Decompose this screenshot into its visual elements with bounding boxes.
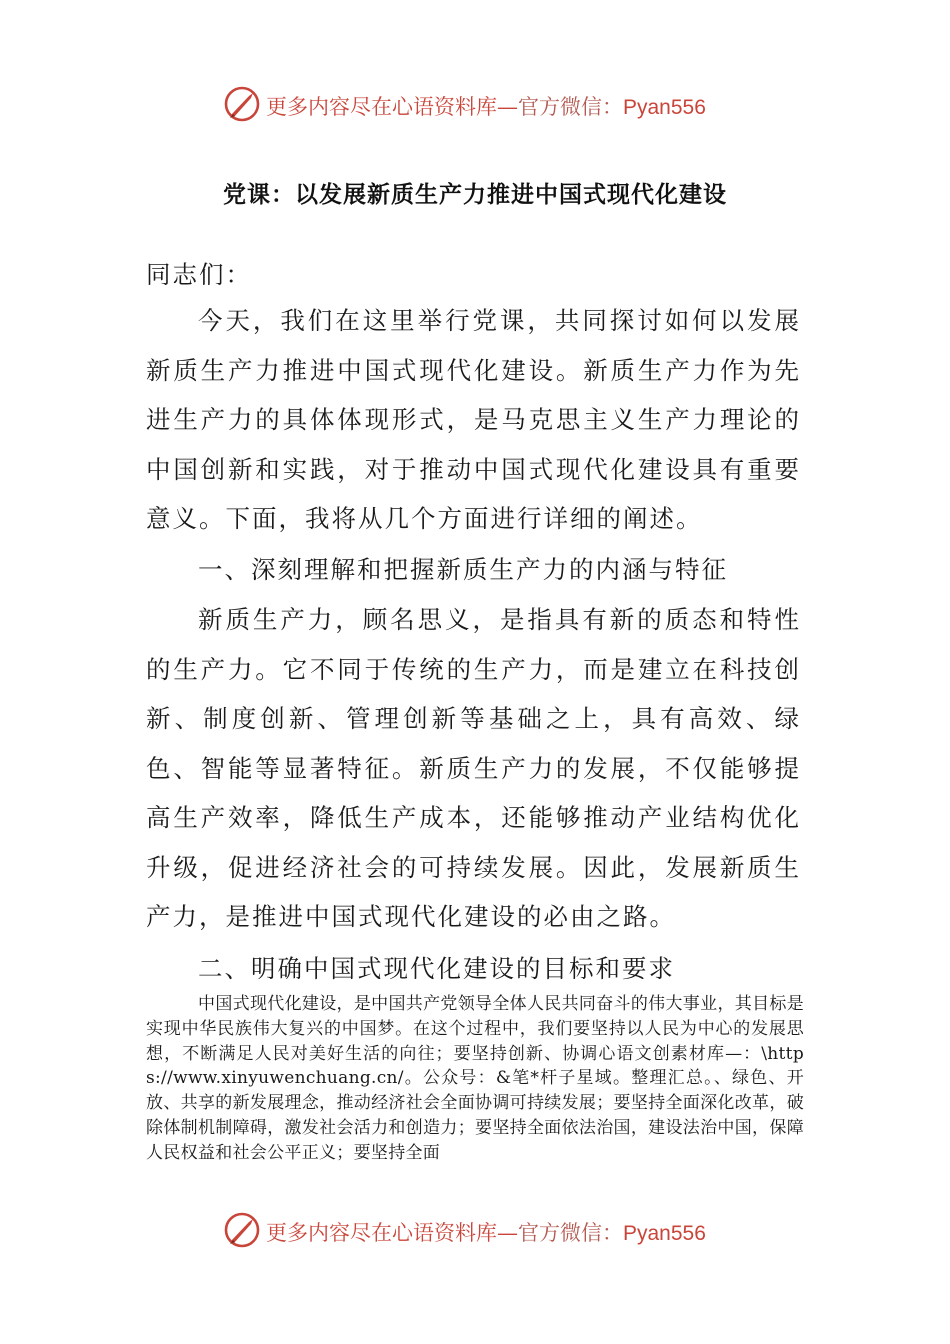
section-heading-1: 一、深刻理解和把握新质生产力的内涵与特征 bbox=[198, 555, 728, 584]
header-banner-text bbox=[266, 91, 706, 121]
header-banner bbox=[0, 80, 950, 130]
document-title: 党课：以发展新质生产力推进中国式现代化建设 bbox=[223, 181, 727, 208]
banner-wechat-label: 官方微信： bbox=[518, 95, 623, 119]
footer-banner-text bbox=[266, 1217, 706, 1247]
banner-site-name: 更多内容尽在心语资料库 bbox=[266, 95, 497, 119]
paragraph-section-1: 新质生产力，顾名思义，是指具有新的质态和特性的生产力。它不同于传统的生产力，而是建立在科技创新、制度创新、管理创新等基础之上，具有高效、绿色、智能等显著特征。新质生产力的发展，不仅能够提高生产效率，降低生产成本，还能够推动产业结构优化升级，促进经济社会的可持续发展。因此，发展新质生产力，是推进中国式现代化建设的必由之路。 bbox=[146, 605, 801, 931]
banner-site-name: 更多内容尽在心语资料库 bbox=[266, 1221, 497, 1245]
banner-wechat-id: Pyan556 bbox=[623, 96, 706, 119]
pen-logo-icon bbox=[222, 84, 262, 124]
banner-wechat-id: Pyan556 bbox=[623, 1222, 706, 1245]
greeting: 同志们： bbox=[146, 260, 252, 289]
paragraph-section-2: 中国式现代化建设，是中国共产党领导全体人民共同奋斗的伟大事业，其目标是实现中华民族伟大复兴的中国梦。在这个过程中，我们要坚持以人民为中心的发展思想，不断满足人民对美好生活的向往；要坚持创新、协调心语文创素材库—：\https://www.xinyuwenchuang.cn/。公众号：&笔*杆子星域。整理汇总。、绿色、开放、共享的新发展理念，推动经济社会全面协调可持续发展；要坚持全面深化改革，破除体制机制障碍，激发社会活力和创造力；要坚持全面依法治国，建设法治中国，保障人民权益和社会公平正义；要坚持全面 bbox=[146, 994, 804, 1163]
pen-logo-icon bbox=[222, 1210, 262, 1250]
section-heading-2: 二、明确中国式现代化建设的目标和要求 bbox=[198, 954, 675, 983]
banner-dash: — bbox=[497, 95, 518, 119]
footer-banner bbox=[0, 1206, 950, 1256]
banner-wechat-label: 官方微信： bbox=[518, 1221, 623, 1245]
banner-dash: — bbox=[497, 1221, 518, 1245]
paragraph-intro: 今天，我们在这里举行党课，共同探讨如何以发展新质生产力推进中国式现代化建设。新质生产力作为先进生产力的具体体现形式，是马克思主义生产力理论的中国创新和实践，对于推动中国式现代化建设具有重要意义。下面，我将从几个方面进行详细的阐述。 bbox=[146, 306, 801, 533]
